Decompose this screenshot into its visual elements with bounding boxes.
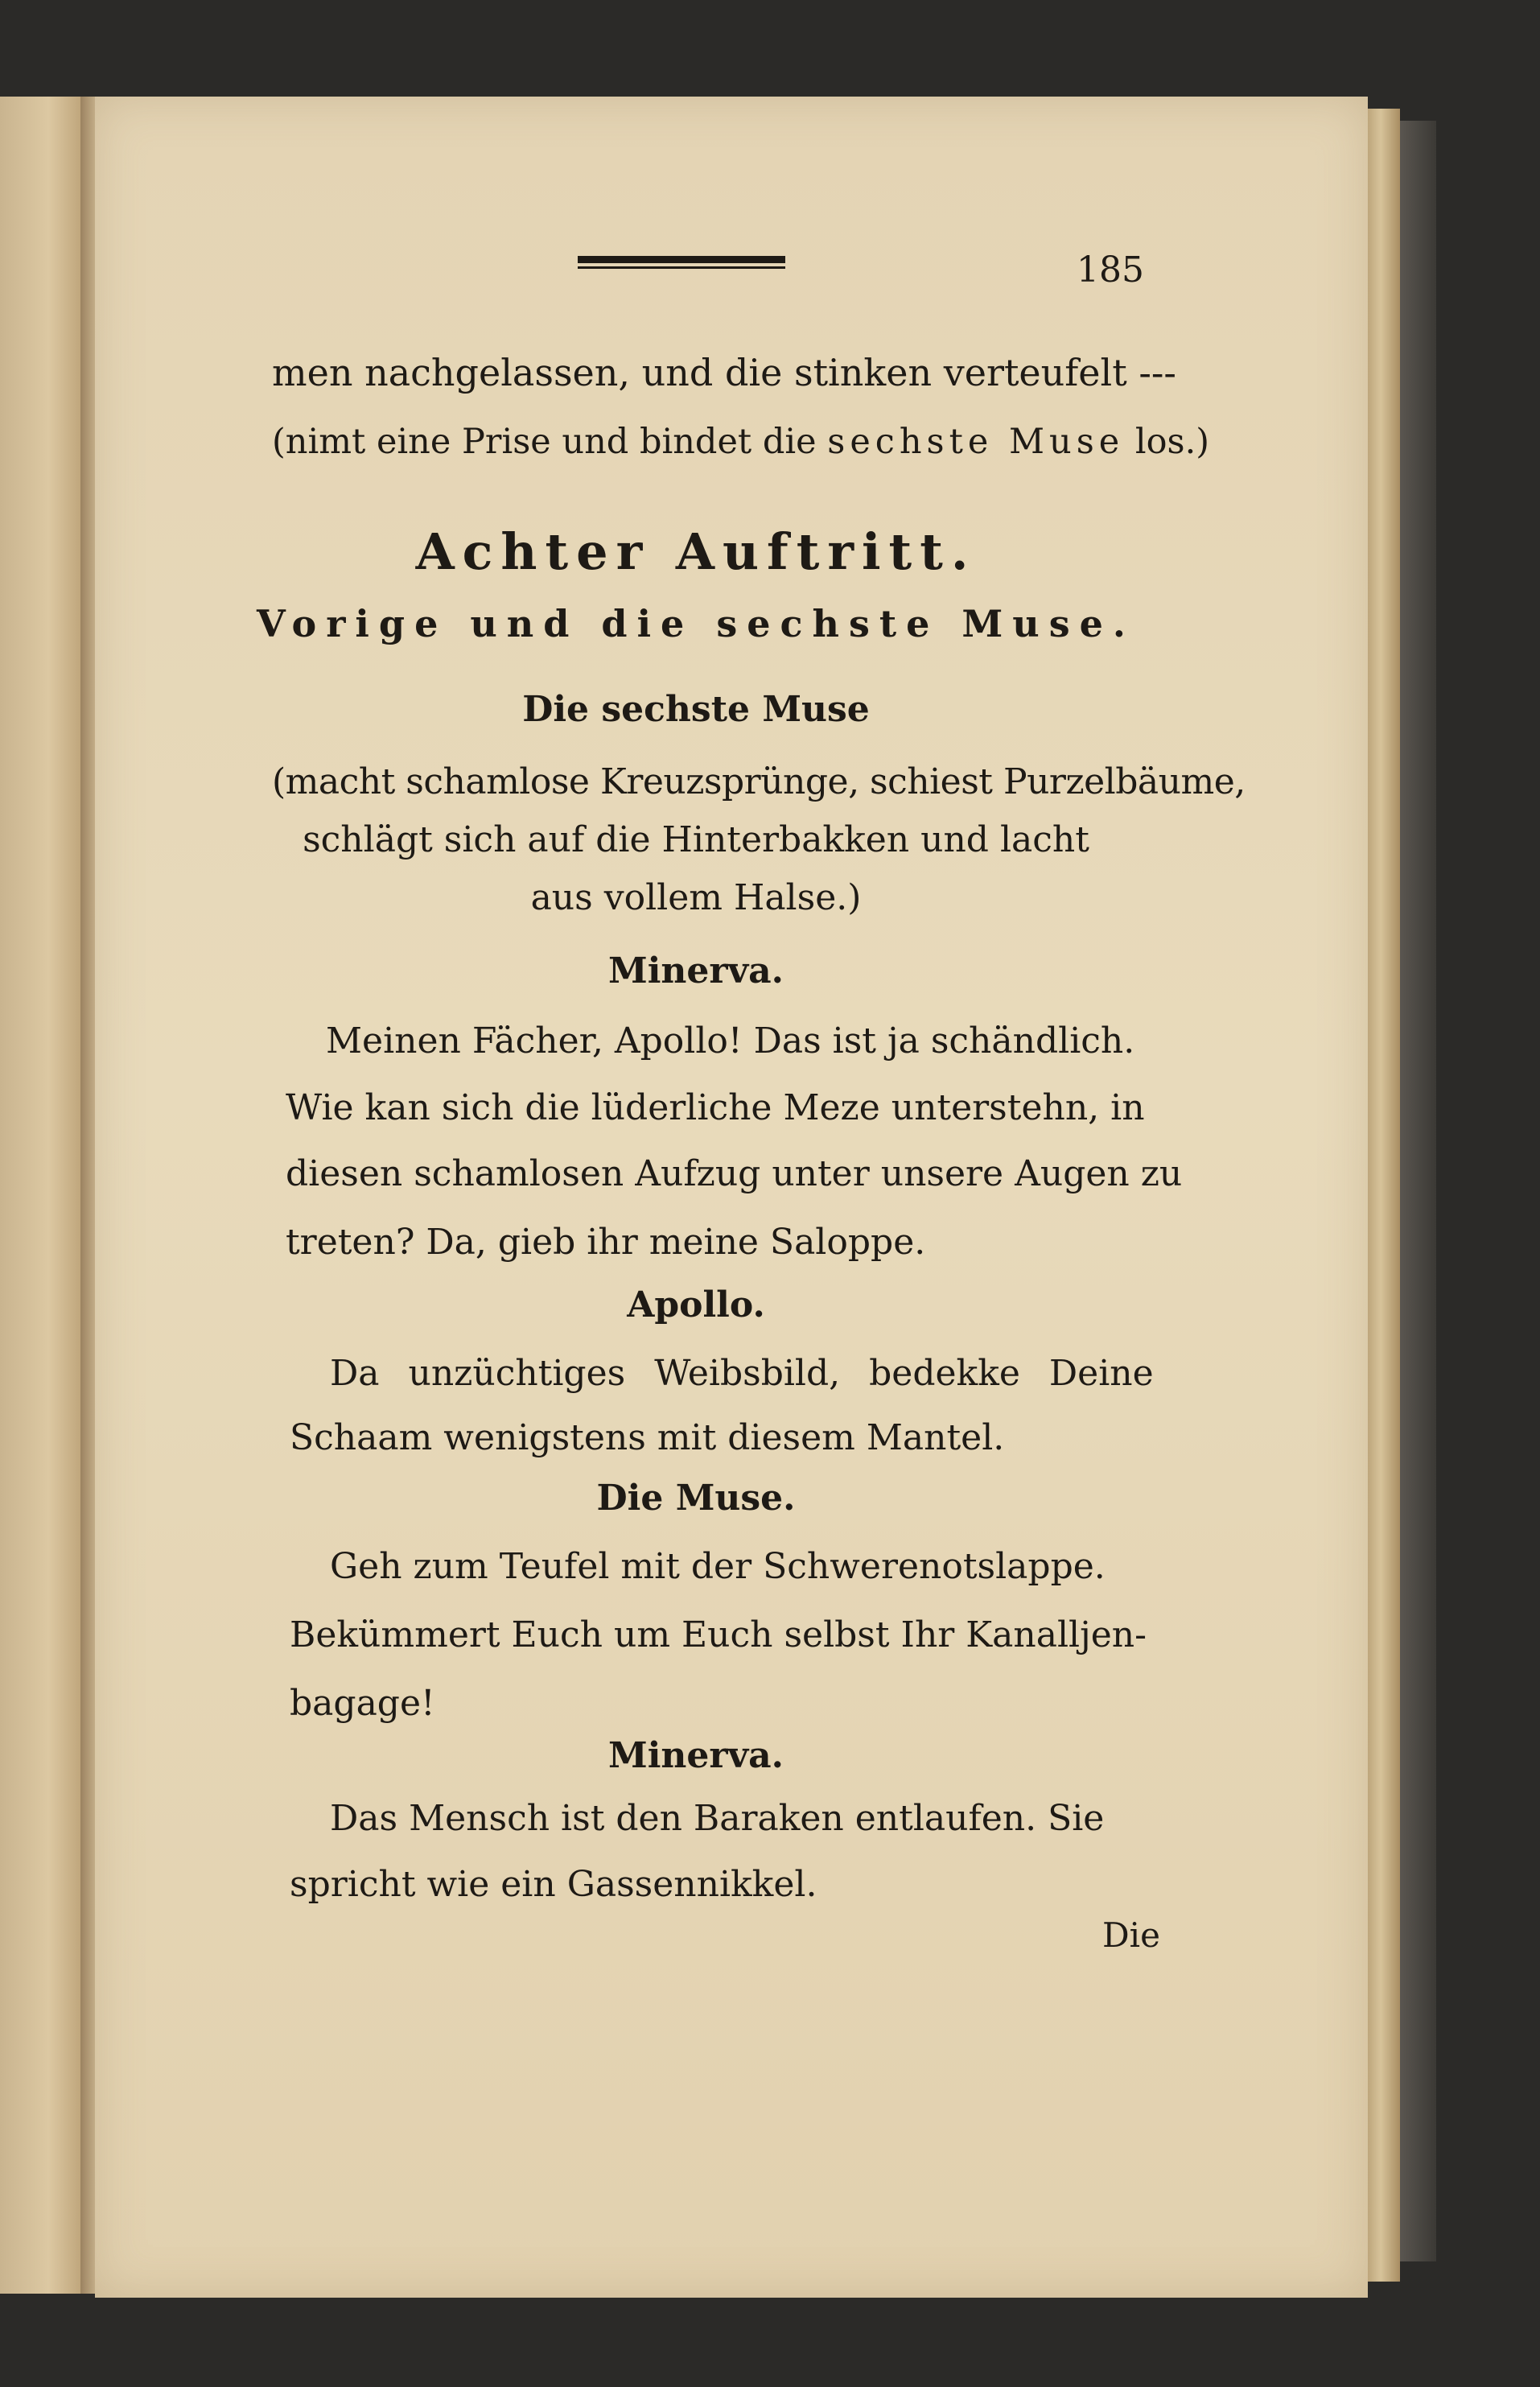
stage-direction: schlägt sich auf die Hinterbakken und lacht [303, 819, 1089, 860]
scene-title: Achter Auftritt. [415, 522, 977, 581]
page-edges [1368, 109, 1400, 2282]
dialogue-line: bagage! [290, 1683, 435, 1724]
speaker-name: Minerva. [608, 1735, 784, 1776]
speaker-name: Die sechste Muse [522, 689, 870, 730]
text-fragment: (nimt eine Prise und bindet die [272, 422, 828, 462]
left-page-edge [0, 97, 89, 2294]
dialogue-line: Das Mensch ist den Baraken entlaufen. Sie [330, 1798, 1105, 1839]
dialogue-line: Wie kan sich die lüderliche Meze unterstehn, in [286, 1087, 1145, 1128]
book-cover-edge [1400, 121, 1436, 2261]
dialogue-line: diesen schamlosen Aufzug unter unsere Augen zu [286, 1153, 1183, 1194]
text-line: men nachgelassen, und die stinken verteufelt --- [272, 351, 1176, 394]
dialogue-line: Schaam wenigstens mit diesem Mantel. [290, 1417, 1005, 1458]
speaker-name: Apollo. [627, 1284, 765, 1325]
text-fragment: los.) [1124, 422, 1210, 462]
speaker-name: Minerva. [608, 950, 784, 991]
dialogue-line: treten? Da, gieb ihr meine Saloppe. [286, 1222, 926, 1263]
catchword: Die [1102, 1915, 1160, 1955]
dialogue-line: spricht wie ein Gassennikkel. [290, 1864, 817, 1905]
dialogue-line: Meinen Fächer, Apollo! Das ist ja schändlich. [326, 1020, 1135, 1062]
speaker-name: Die Muse. [596, 1478, 796, 1519]
dialogue-line: Da unzüchtiges Weibsbild, bedekke Deine [330, 1353, 1154, 1394]
stage-direction: (macht schamlose Kreuzsprünge, schiest Purzelbäume, [272, 761, 1246, 802]
header-rule [578, 256, 785, 272]
scene-cast: Vorige und die sechste Muse. [257, 602, 1135, 645]
dialogue-line: Geh zum Teufel mit der Schwerenotslappe. [330, 1546, 1106, 1587]
page-number: 185 [1077, 249, 1144, 291]
dialogue-line: Bekümmert Euch um Euch selbst Ihr Kanalljen- [290, 1614, 1147, 1655]
emphasized-name: sechste Muse [827, 422, 1125, 462]
stage-direction: aus vollem Halse.) [530, 877, 862, 918]
text-line [272, 422, 1210, 462]
